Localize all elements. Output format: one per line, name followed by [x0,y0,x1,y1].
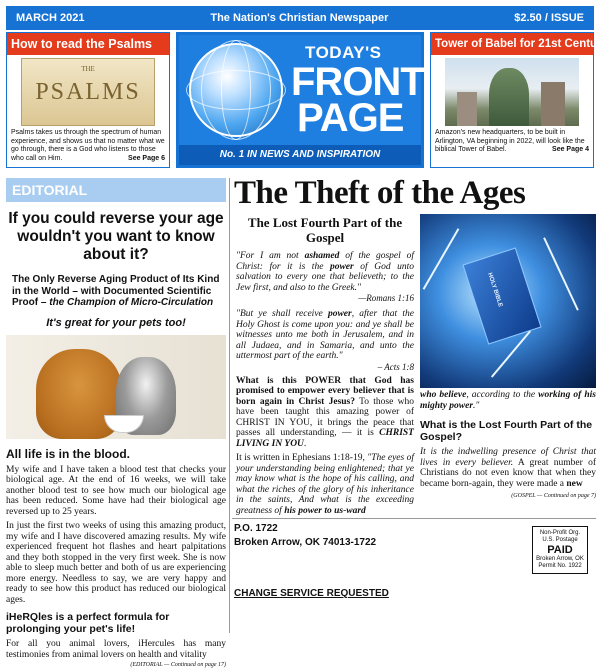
editorial-headline: If you could reverse your age wouldn't you want to know about it? [8,210,224,263]
editorial-paragraph-2: In just the first two weeks of using this amazing product, my wife and I have discovered amazing results. My wife experienced frequent hot flashes and heart palpitations and they both stopped in the very first week. She is now able to sleep much better and both of us are experiencing more energy. Needless to say, we are very happy and ready to see how this product has reduced our biological ages. [6,521,226,605]
gospel-right-column [420,390,596,499]
column-divider [229,178,230,633]
masthead-tagline: No. 1 IN NEWS AND INSPIRATION [179,145,421,165]
acts-reference: – Acts 1:8 [377,361,414,372]
masthead [176,32,424,168]
editorial-subhead: The Only Reverse Aging Product of Its Kind in the World – with Documented Scientific Proof – the Champion of Micro-Circulation [12,274,220,308]
editorial-paragraph-3: For all you animal lovers, iHercules has many testimonies from animal lovers on health and vitality [6,639,226,660]
babel-promo-heading: Tower of Babel for 21st Century [431,33,593,55]
glowing-bible-image [420,214,596,388]
masthead-page: PAGE [297,96,404,140]
issue-price: $2.50 / ISSUE [514,12,584,24]
editorial-column [6,178,226,668]
gospel-continued[interactable]: (GOSPEL — Continued on page 7) [511,493,596,499]
babel-promo-text: Amazon's new headquarters, to be built in Arlington, VA beginning in 2022, will look like the biblical Tower of Babel. See Page 4 [435,129,589,153]
newspaper-tagline: The Nation's Christian Newspaper [210,12,389,24]
ephesians-continued: who believe, according to the working of his mighty power." [420,390,596,411]
dog-and-cat-photo [6,335,226,439]
psalms-promo-heading: How to read the Psalms [7,33,169,55]
issue-date: MARCH 2021 [16,12,85,24]
editorial-paragraph-1: My wife and I have taken a blood test that checks your biological age. At the end of 16 weeks, we will take another blood test to see how much our biological age has been reduced. Some have had their biological age reversed up to 25 years. [6,464,226,517]
top-banner [6,6,594,30]
postage-indicia: Non-Profit Org. U.S. Postage PAID Broken Arrow, OK Permit No. 1922 [532,526,588,574]
editorial-continued[interactable]: (EDITORIAL — Continued on page 17) [130,662,226,668]
gospel-article-headline: The Lost Fourth Part of the Gospel [247,215,403,245]
masthead-todays: TODAY'S [305,43,382,62]
psalms-page-ref: See Page 6 [128,154,165,162]
globe-icon [189,43,283,137]
psalms-image-word: PSALMS [35,78,141,105]
editorial-pets-line: It's great for your pets too! [46,316,186,329]
editorial-pets-heading: iHeRQles is a perfect formula for prolonging your pet's life! [6,611,170,635]
main-headline: The Theft of the Ages [234,175,526,211]
bible-icon: HOLY BIBLE [462,247,541,344]
ephesians-paragraph: It is written in Ephesians 1:18-19, "The eyes of your understanding being enlightened; that ye may know what is the hope of his calling, and what the riches of the glory of his inheritance in the saints, And what is the exceeding greatness of his power to us-ward [236,453,414,516]
mailing-divider [232,518,596,519]
change-service-requested: CHANGE SERVICE REQUESTED [234,588,389,599]
postage-paid: PAID [547,544,573,556]
po-box: P.O. 1722 [234,523,278,534]
masthead-front: FRONT [291,60,424,104]
gospel-article-column [236,215,414,516]
editorial-blood-heading: All life is in the blood. [6,446,131,461]
acts-quote: "But ye shall receive power, after that the Holy Ghost is come upon you: and ye shall be witnesses unto me both in Jerusalem, and in all Judaea, and in Samaria, and unto the uttermost part of the earth." [236,309,414,361]
babel-tower-image [445,58,579,126]
babel-promo[interactable] [430,32,608,168]
masthead-panel [179,35,424,145]
lost-fourth-part-heading: What is the Lost Fourth Part of the Gospel? [420,419,593,443]
romans-quote: "For I am not ashamed of the gospel of Christ: for it is the power of God unto salvation to every one that believeth; to the Jew first, and also to the Greek." [236,251,414,293]
mailing-address [234,522,376,550]
psalms-image-the: THE [81,65,95,73]
psalms-promo-text: Psalms takes us through the spectrum of human experience, and shows us that no matter what we go through, there is a God who listens to those who call on Him. See Page 6 [11,129,165,162]
city-state-zip: Broken Arrow, OK 74013-1722 [234,537,377,548]
psalms-promo[interactable] [6,32,170,168]
editorial-label: EDITORIAL [6,178,226,202]
power-paragraph: What is this POWER that God has promised to empower every believer that is born again in Christ Jesus? To those who have been taught this amazing power of CHRIST IN YOU, it brings the peace that passes all understanding, — it is CHRIST LIVING IN YOU. [236,375,414,449]
psalms-image [21,58,155,126]
lost-fourth-part-paragraph: It is the indwelling presence of Christ that lives in every believer. A great number of Christians do not even know that when they became born-again, they were made a new [420,447,597,489]
romans-reference: —Romans 1:16 [358,293,414,303]
babel-page-ref: See Page 4 [552,146,589,153]
